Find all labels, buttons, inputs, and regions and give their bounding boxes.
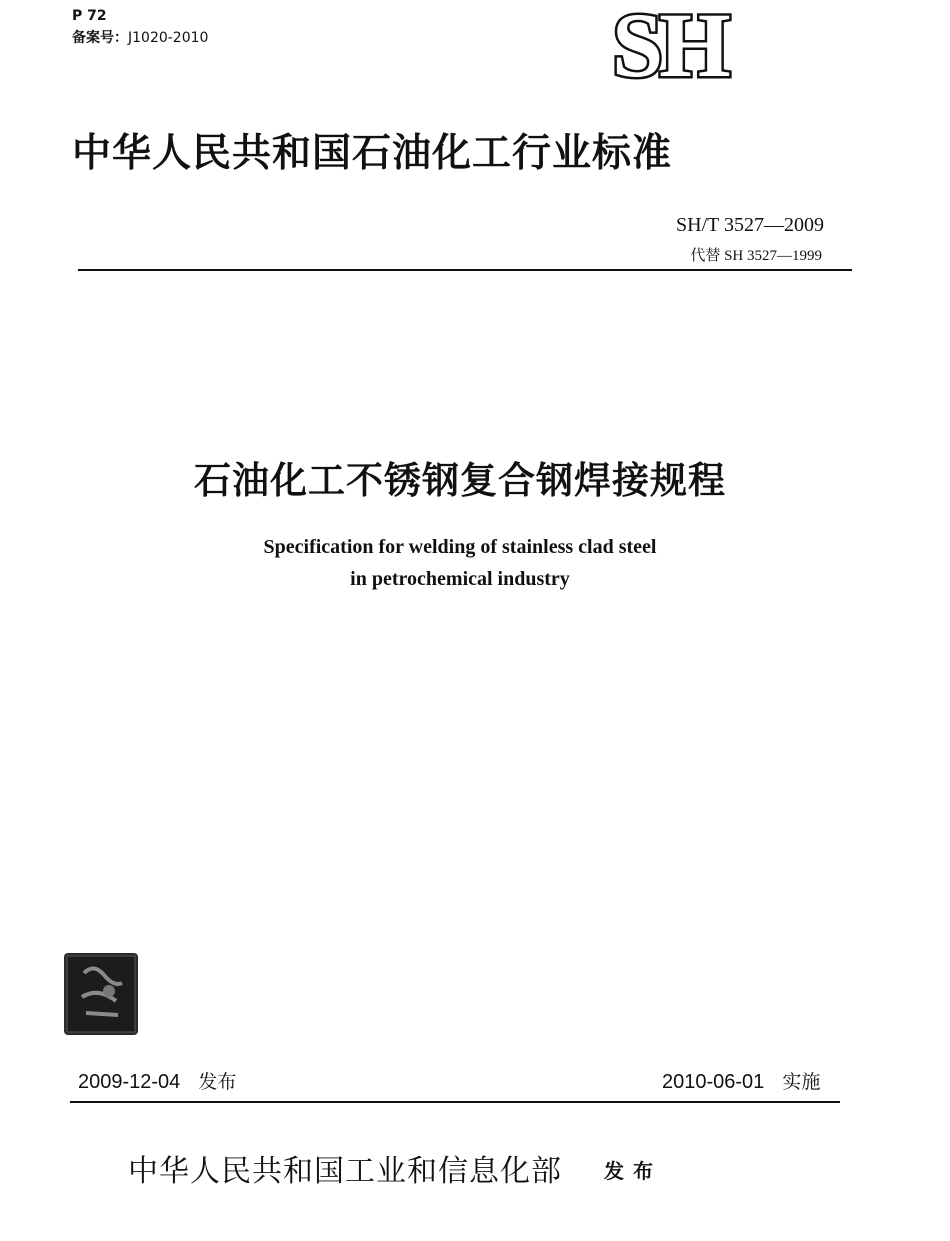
top-divider (78, 269, 852, 271)
org-title: 中华人民共和国石油化工行业标准 (72, 131, 673, 176)
filing-label: 备案号： (72, 30, 128, 46)
english-title-line1: Specification for welding of stainless clad steel (263, 536, 657, 558)
standard-number: SH/T 3527—2009 (676, 214, 824, 236)
publisher-name: 中华人民共和国工业和信息化部 (128, 1154, 562, 1189)
publisher (128, 1146, 654, 1190)
sh-logo: SH (612, 0, 727, 96)
classification-code: P 72 (72, 8, 107, 24)
issue-label: 发布 (198, 1071, 237, 1093)
chinese-title: 石油化工不锈钢复合钢焊接规程 (194, 459, 726, 502)
effective-label: 实施 (782, 1071, 821, 1093)
publisher-label: 发 布 (604, 1159, 654, 1183)
seal-icon (64, 953, 138, 1035)
issue-date: 2009-12-04 (78, 1071, 181, 1093)
effective-date: 2010-06-01 (662, 1071, 765, 1093)
replaces-standard: 代替 SH 3527—1999 (690, 248, 822, 264)
english-title-line2: in petrochemical industry (350, 568, 570, 590)
bottom-divider (70, 1101, 840, 1103)
issue-date-row (78, 1067, 236, 1094)
filing-number (72, 27, 208, 47)
effective-date-row (662, 1067, 820, 1094)
filing-value: J1020-2010 (128, 30, 209, 46)
seal-image (64, 953, 138, 1035)
